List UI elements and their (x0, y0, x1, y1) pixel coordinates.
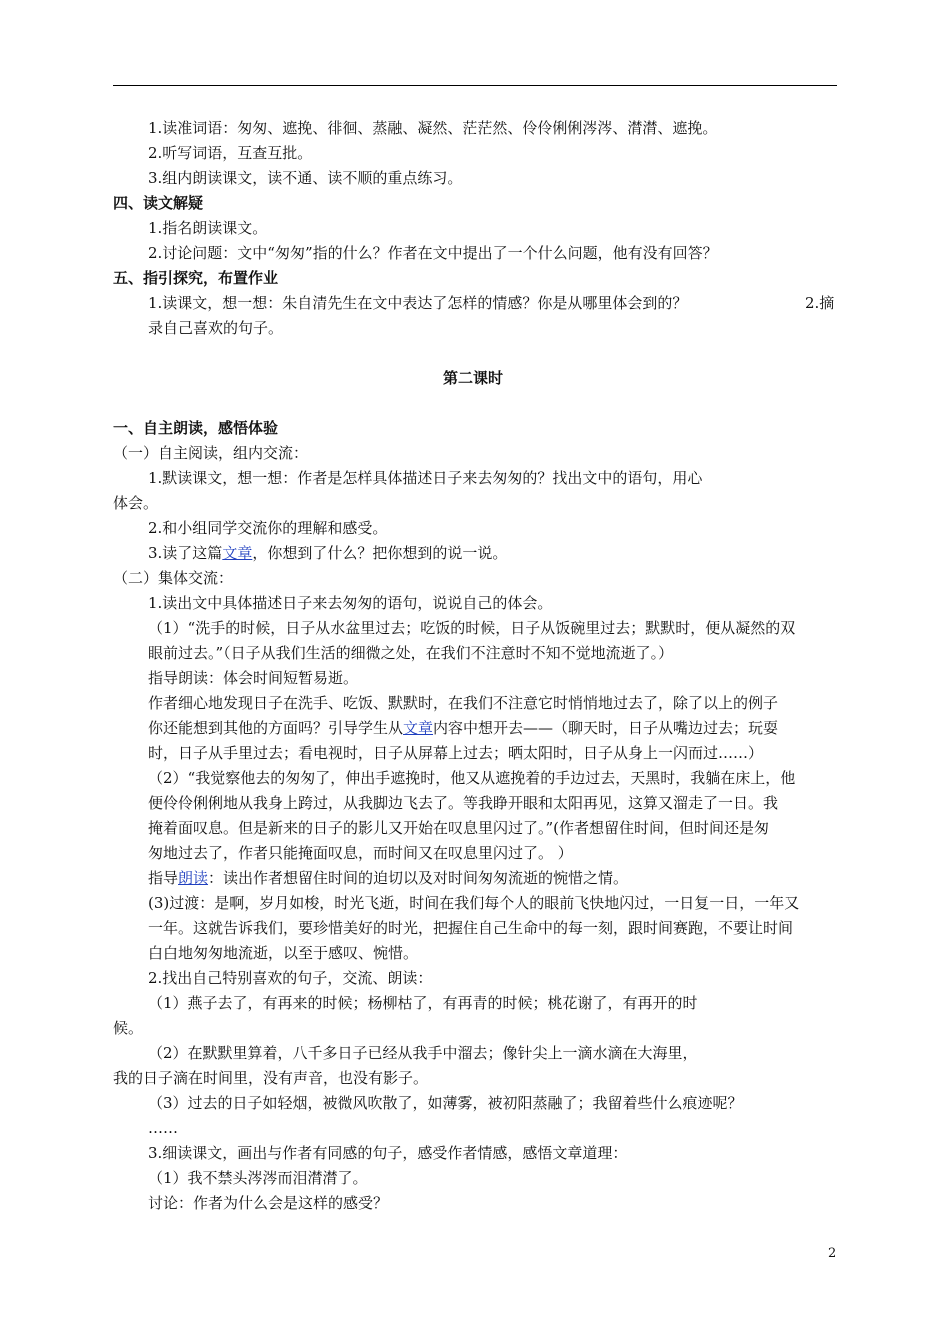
text-line: （1）燕子去了，有再来的时候；杨柳枯了，有再青的时候；桃花谢了，有再开的时 (148, 994, 698, 1012)
text-line: 指导朗读：读出作者想留住时间的迫切以及对时间匆匆流逝的惋惜之情。 (148, 869, 629, 887)
text-line: （一）自主阅读，组内交流： (113, 444, 309, 462)
text-line: 匆地过去了，作者只能掩面叹息，而时间又在叹息里闪过了。 ） (148, 844, 573, 862)
text-line: 1.读准词语：匆匆、遮挽、徘徊、蒸融、凝然、茫茫然、伶伶俐俐涔涔、潸潸、遮挽。 (148, 119, 718, 137)
text-line: 2.讨论问题：文中“匆匆”指的什么？作者在文中提出了一个什么问题，他有没有回答？ (148, 244, 718, 262)
hyperlink[interactable]: 文章 (222, 544, 253, 562)
text-line: 我的日子滴在时间里，没有声音，也没有影子。 (113, 1069, 429, 1087)
hyperlink[interactable]: 文章 (403, 719, 434, 737)
text-line: 眼前过去。”（日子从我们生活的细微之处，在我们不注意时不知不觉地流逝了。） (148, 644, 674, 662)
section-heading: 一、自主朗读，感悟体验 (113, 419, 279, 437)
text-line: 2.摘 (805, 294, 835, 312)
section-heading: 第二课时 (443, 369, 504, 387)
text-line: 2.找出自己特别喜欢的句子，交流、朗读： (148, 969, 433, 987)
page-number: 2 (828, 1246, 837, 1261)
hyperlink[interactable]: 朗读 (178, 869, 209, 887)
text-line: 1.指名朗读课文。 (148, 219, 268, 237)
text-line: （1）“洗手的时候，日子从水盆里过去；吃饭的时候，日子从饭碗里过去；默默时，便从凝然的双 (148, 619, 796, 637)
text-line: 一年。这就告诉我们，要珍惜美好的时光，把握住自己生命中的每一刻，跟时间赛跑，不要让时间 (148, 919, 794, 937)
text-line: (3)过渡：是啊，岁月如梭，时光飞逝，时间在我们每个人的眼前飞快地闪过，一日复一日，一年又 (148, 894, 800, 912)
text-line: （二）集体交流： (113, 569, 234, 587)
text-line: 1.默读课文，想一想：作者是怎样具体描述日子来去匆匆的？找出文中的语句，用心 (148, 469, 703, 487)
text-line: 指导朗读：体会时间短暂易逝。 (148, 669, 359, 687)
section-heading: 五、指引探究，布置作业 (113, 269, 279, 287)
text-line: 3.细读课文，画出与作者有同感的句子，感受作者情感，感悟文章道理： (148, 1144, 628, 1162)
text-line: 1.读课文，想一想：朱自清先生在文中表达了怎样的情感？你是从哪里体会到的？ (148, 294, 688, 312)
text-line: 白白地匆匆地流逝，以至于感叹、惋惜。 (148, 944, 419, 962)
section-heading: 四、读文解疑 (113, 194, 204, 212)
text-line: 体会。 (113, 494, 159, 512)
text-line: （2）在默默里算着，八千多日子已经从我手中溜去；像针尖上一滴水滴在大海里， (148, 1044, 698, 1062)
text-line: 1.读出文中具体描述日子来去匆匆的语句，说说自己的体会。 (148, 594, 553, 612)
text-line: 讨论：作者为什么会是这样的感受？ (148, 1194, 389, 1212)
text-line: （1）我不禁头涔涔而泪潸潸了。 (148, 1169, 368, 1187)
text-line: 录自己喜欢的句子。 (148, 319, 284, 337)
text-line: 2.和小组同学交流你的理解和感受。 (148, 519, 388, 537)
text-line: 2.听写词语，互查互批。 (148, 144, 313, 162)
text-line: 时，日子从手里过去；看电视时，日子从屏幕上过去；晒太阳时，日子从身上一闪而过……） (148, 744, 764, 762)
text-line: 候。 (113, 1019, 144, 1037)
text-line: 掩着面叹息。但是新来的日子的影儿又开始在叹息里闪过了。”(作者想留住时间，但时间还是匆 (148, 819, 770, 837)
text-line: （2）“我觉察他去的匆匆了，伸出手遮挽时，他又从遮挽着的手边过去，天黑时，我躺在床上，他 (148, 769, 796, 787)
text-line: …… (148, 1119, 178, 1137)
text-line: 3.读了这篇文章，你想到了什么？把你想到的说一说。 (148, 544, 508, 562)
header-rule (113, 85, 837, 86)
text-line: 作者细心地发现日子在洗手、吃饭、默默时，在我们不注意它时悄悄地过去了，除了以上的例子 (148, 694, 779, 712)
text-line: 便伶伶俐俐地从我身上跨过，从我脚边飞去了。等我睁开眼和太阳再见，这算又溜走了一日。我 (148, 794, 779, 812)
text-line: （3）过去的日子如轻烟，被微风吹散了，如薄雾，被初阳蒸融了；我留着些什么痕迹呢？ (148, 1094, 743, 1112)
text-line: 你还能想到其他的方面吗？引导学生从文章内容中想开去——（聊天时，日子从嘴边过去；玩耍 (148, 719, 779, 737)
text-line: 3.组内朗读课文，读不通、读不顺的重点练习。 (148, 169, 463, 187)
